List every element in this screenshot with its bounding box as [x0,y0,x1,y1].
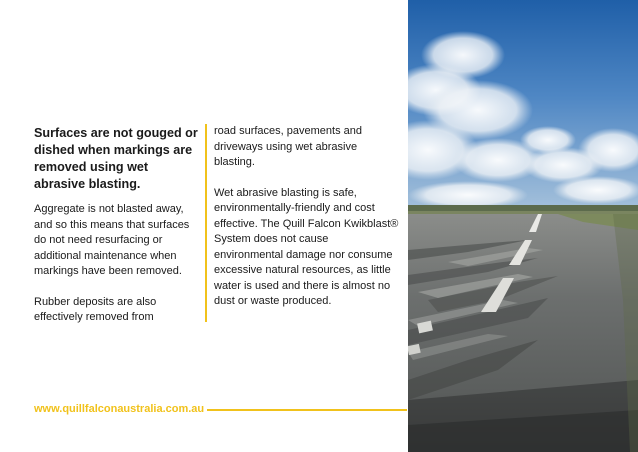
footer-rule [207,409,407,411]
aggregate-paragraph: Aggregate is not blasted away, and so this means that surfaces do not need resurfacing or additional maintenance when markings have been removed. [34,203,190,277]
section-heading: Surfaces are not gouged or dished when markings are removed using wet abrasive blasting. [34,126,198,191]
environment-paragraph: Wet abrasive blasting is safe, environmentally-friendly and cost effective. The Quill Falcon Kwikblast® System does not cause environmental damage nor consume excessive natural resources, as little water is used and there is almost no dust or waste produced. [214,186,399,307]
website-url[interactable]: www.quillfalconaustralia.com.au [34,403,205,415]
column-divider [205,124,207,322]
runway-photo [408,0,638,452]
right-text-column [214,124,400,325]
left-text-column [34,125,202,341]
rubber-deposits-paragraph: Rubber deposits are also effectively removed from [34,295,157,323]
continuation-paragraph: road surfaces, pavements and driveways using wet abrasive blasting. [214,125,362,168]
